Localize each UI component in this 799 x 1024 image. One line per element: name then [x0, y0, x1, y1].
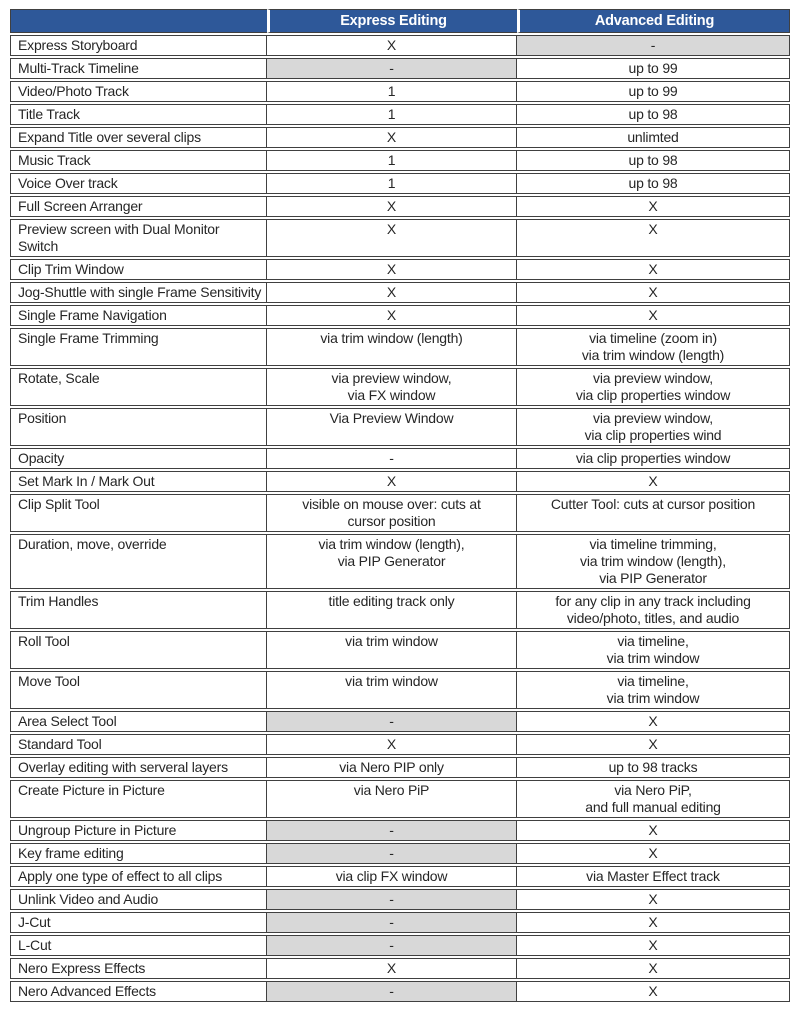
express-cell — [267, 328, 517, 366]
table-row — [10, 631, 790, 669]
cell-line: via timeline (zoom in) — [589, 330, 717, 346]
advanced-cell — [517, 843, 790, 864]
express-cell — [267, 368, 517, 406]
advanced-cell — [517, 448, 790, 469]
cell-line: X — [386, 284, 397, 300]
cell-line: via Nero PiP, — [614, 782, 692, 798]
advanced-cell — [517, 734, 790, 755]
cell-line: up to 98 — [628, 106, 678, 122]
feature-cell: Rotate, Scale — [10, 368, 267, 406]
cell-line: via clip properties wind — [584, 427, 722, 443]
table-row — [10, 494, 790, 532]
feature-cell: Multi-Track Timeline — [10, 58, 267, 79]
advanced-cell — [517, 196, 790, 217]
table-row — [10, 173, 790, 194]
cell-line: - — [389, 822, 394, 838]
table-row — [10, 534, 790, 589]
cell-line: via timeline trimming, — [589, 536, 717, 552]
cell-line: - — [389, 914, 394, 930]
feature-cell: Area Select Tool — [10, 711, 267, 732]
corner-header-cell — [10, 9, 267, 33]
table-row — [10, 196, 790, 217]
table-row — [10, 104, 790, 125]
express-cell — [267, 889, 517, 910]
advanced-cell — [517, 866, 790, 887]
table-header — [10, 9, 790, 33]
express-cell — [267, 981, 517, 1002]
table-row — [10, 671, 790, 709]
express-cell — [267, 711, 517, 732]
advanced-cell — [517, 935, 790, 956]
advanced-cell — [517, 282, 790, 303]
feature-cell: Jog-Shuttle with single Frame Sensitivity — [10, 282, 267, 303]
table-row — [10, 935, 790, 956]
cell-line: via timeline, — [617, 633, 689, 649]
feature-cell: Nero Express Effects — [10, 958, 267, 979]
feature-cell: Single Frame Navigation — [10, 305, 267, 326]
express-cell — [267, 408, 517, 446]
cell-line: via trim window — [345, 673, 438, 689]
cell-line: 1 — [387, 175, 396, 191]
table-row — [10, 282, 790, 303]
feature-cell: Overlay editing with serveral layers — [10, 757, 267, 778]
cell-line: X — [648, 937, 658, 953]
express-cell — [267, 757, 517, 778]
cell-line: 1 — [387, 152, 396, 168]
cell-line: and full manual editing — [585, 799, 721, 815]
cell-line: title editing track only — [328, 593, 455, 609]
express-cell — [267, 866, 517, 887]
cell-line: via FX window — [347, 387, 436, 403]
cell-line: X — [386, 960, 397, 976]
cell-line: 1 — [387, 83, 396, 99]
table-row — [10, 471, 790, 492]
advanced-cell — [517, 471, 790, 492]
table-row — [10, 958, 790, 979]
advanced-cell — [517, 58, 790, 79]
feature-cell: Voice Over track — [10, 173, 267, 194]
advanced-cell — [517, 305, 790, 326]
advanced-cell — [517, 889, 790, 910]
cell-line: via trim window (length) — [320, 330, 463, 346]
feature-cell: Standard Tool — [10, 734, 267, 755]
cell-line: via trim window (length) — [581, 347, 725, 363]
cell-line: via preview window, — [593, 370, 713, 386]
table-row — [10, 820, 790, 841]
cell-line: X — [648, 845, 658, 861]
cell-line: - — [389, 891, 394, 907]
express-cell — [267, 196, 517, 217]
advanced-cell — [517, 820, 790, 841]
advanced-editing-header: Advanced Editing — [517, 9, 790, 33]
cell-line: 1 — [387, 106, 396, 122]
advanced-cell — [517, 81, 790, 102]
cell-line: - — [389, 713, 394, 729]
advanced-cell — [517, 757, 790, 778]
table-row — [10, 127, 790, 148]
express-cell — [267, 259, 517, 280]
cell-line: X — [648, 960, 658, 976]
feature-cell: Ungroup Picture in Picture — [10, 820, 267, 841]
express-cell — [267, 81, 517, 102]
table-row — [10, 780, 790, 818]
express-cell — [267, 150, 517, 171]
cell-line: cursor position — [347, 513, 436, 529]
express-cell — [267, 631, 517, 669]
express-cell — [267, 35, 517, 56]
table-row — [10, 35, 790, 56]
advanced-cell — [517, 494, 790, 532]
advanced-cell — [517, 631, 790, 669]
cell-line: X — [648, 891, 658, 907]
feature-cell: Expand Title over several clips — [10, 127, 267, 148]
advanced-cell — [517, 150, 790, 171]
feature-cell: Create Picture in Picture — [10, 780, 267, 818]
cell-line: X — [386, 129, 397, 145]
table-row — [10, 448, 790, 469]
express-editing-header: Express Editing — [267, 9, 517, 33]
cell-line: via Nero PiP — [353, 782, 430, 798]
feature-cell: Clip Trim Window — [10, 259, 267, 280]
cell-line: via trim window — [606, 650, 700, 666]
feature-cell: Trim Handles — [10, 591, 267, 629]
cell-line: X — [648, 983, 658, 999]
table-row — [10, 150, 790, 171]
cell-line: via preview window, — [593, 410, 713, 426]
express-cell — [267, 820, 517, 841]
cell-line: via clip properties window — [575, 450, 731, 466]
feature-cell: Clip Split Tool — [10, 494, 267, 532]
table-row — [10, 912, 790, 933]
express-cell — [267, 494, 517, 532]
cell-line: X — [648, 307, 658, 323]
cell-line: via trim window (length), — [580, 553, 726, 569]
cell-line: via preview window, — [331, 370, 452, 386]
cell-line: X — [386, 473, 397, 489]
feature-cell: Express Storyboard — [10, 35, 267, 56]
express-cell — [267, 912, 517, 933]
cell-line: via trim window — [345, 633, 438, 649]
table-row — [10, 368, 790, 406]
table-row — [10, 711, 790, 732]
cell-line: up to 99 — [628, 83, 678, 99]
cell-line: - — [650, 37, 656, 53]
express-cell — [267, 127, 517, 148]
feature-cell: Single Frame Trimming — [10, 328, 267, 366]
advanced-cell — [517, 671, 790, 709]
advanced-cell — [517, 780, 790, 818]
cell-line: visible on mouse over: cuts at — [302, 496, 481, 512]
advanced-cell — [517, 368, 790, 406]
table-row — [10, 866, 790, 887]
cell-line: X — [386, 261, 397, 277]
advanced-cell — [517, 591, 790, 629]
advanced-cell — [517, 408, 790, 446]
feature-cell: Key frame editing — [10, 843, 267, 864]
cell-line: X — [648, 284, 658, 300]
advanced-cell — [517, 711, 790, 732]
cell-line: X — [648, 914, 658, 930]
cell-line: - — [389, 937, 394, 953]
advanced-cell — [517, 127, 790, 148]
cell-line: X — [386, 221, 397, 237]
cell-line: X — [648, 713, 658, 729]
table-row — [10, 305, 790, 326]
advanced-cell — [517, 534, 790, 589]
cell-line: X — [648, 261, 658, 277]
express-cell — [267, 734, 517, 755]
feature-cell: Title Track — [10, 104, 267, 125]
table-row — [10, 408, 790, 446]
cell-line: X — [648, 473, 658, 489]
comparison-table — [10, 7, 790, 1004]
feature-cell: Move Tool — [10, 671, 267, 709]
cell-line: X — [386, 307, 397, 323]
express-cell — [267, 958, 517, 979]
feature-cell: Apply one type of effect to all clips — [10, 866, 267, 887]
cell-line: X — [648, 198, 658, 214]
cell-line: via Master Effect track — [586, 868, 720, 884]
cell-line: up to 98 — [628, 175, 678, 191]
advanced-cell — [517, 219, 790, 257]
feature-cell: Full Screen Arranger — [10, 196, 267, 217]
header-row — [10, 9, 790, 33]
express-cell — [267, 282, 517, 303]
cell-line: via trim window — [606, 690, 700, 706]
feature-cell: Duration, move, override — [10, 534, 267, 589]
feature-cell: Nero Advanced Effects — [10, 981, 267, 1002]
cell-line: X — [386, 198, 397, 214]
advanced-cell — [517, 35, 790, 56]
express-cell — [267, 534, 517, 589]
express-cell — [267, 591, 517, 629]
cell-line: X — [648, 822, 658, 838]
cell-line: via PIP Generator — [337, 553, 446, 569]
feature-cell: J-Cut — [10, 912, 267, 933]
cell-line: via clip properties window — [575, 387, 731, 403]
table-row — [10, 81, 790, 102]
cell-line: up to 98 — [628, 152, 678, 168]
table-row — [10, 219, 790, 257]
cell-line: video/photo, titles, and audio — [566, 610, 740, 626]
cell-line: up to 98 tracks — [608, 759, 698, 775]
feature-cell: Video/Photo Track — [10, 81, 267, 102]
express-cell — [267, 935, 517, 956]
express-cell — [267, 58, 517, 79]
table-row — [10, 259, 790, 280]
cell-line: - — [389, 450, 394, 466]
cell-line: X — [648, 221, 658, 237]
table-row — [10, 328, 790, 366]
feature-cell: Opacity — [10, 448, 267, 469]
advanced-cell — [517, 104, 790, 125]
table-row — [10, 757, 790, 778]
advanced-cell — [517, 328, 790, 366]
express-cell — [267, 219, 517, 257]
table-row — [10, 58, 790, 79]
express-cell — [267, 843, 517, 864]
express-cell — [267, 471, 517, 492]
advanced-cell — [517, 981, 790, 1002]
cell-line: via timeline, — [617, 673, 689, 689]
feature-cell: Set Mark In / Mark Out — [10, 471, 267, 492]
cell-line: via PIP Generator — [599, 570, 707, 586]
cell-line: via trim window (length), — [318, 536, 465, 552]
cell-line: - — [389, 845, 394, 861]
feature-cell: Position — [10, 408, 267, 446]
express-cell — [267, 671, 517, 709]
cell-line: - — [389, 60, 394, 76]
feature-cell: Preview screen with Dual Monitor Switch — [10, 219, 267, 257]
table-row — [10, 889, 790, 910]
cell-line: Via Preview Window — [329, 410, 454, 426]
express-cell — [267, 173, 517, 194]
cell-line: - — [389, 983, 394, 999]
express-cell — [267, 780, 517, 818]
feature-cell: Roll Tool — [10, 631, 267, 669]
cell-line: via Nero PIP only — [339, 759, 444, 775]
feature-cell: Unlink Video and Audio — [10, 889, 267, 910]
express-cell — [267, 104, 517, 125]
feature-cell: Music Track — [10, 150, 267, 171]
cell-line: via clip FX window — [335, 868, 448, 884]
cell-line: for any clip in any track including — [555, 593, 751, 609]
cell-line: unlimted — [627, 129, 679, 145]
advanced-cell — [517, 173, 790, 194]
cell-line: X — [386, 736, 397, 752]
express-cell — [267, 305, 517, 326]
table-row — [10, 734, 790, 755]
table-row — [10, 981, 790, 1002]
table-row — [10, 591, 790, 629]
cell-line: X — [648, 736, 658, 752]
express-cell — [267, 448, 517, 469]
cell-line: up to 99 — [628, 60, 678, 76]
advanced-cell — [517, 958, 790, 979]
advanced-cell — [517, 912, 790, 933]
feature-cell: L-Cut — [10, 935, 267, 956]
table-body — [10, 35, 790, 1002]
cell-line: X — [386, 37, 397, 53]
advanced-cell — [517, 259, 790, 280]
cell-line: Cutter Tool: cuts at cursor position — [550, 496, 756, 512]
table-row — [10, 843, 790, 864]
